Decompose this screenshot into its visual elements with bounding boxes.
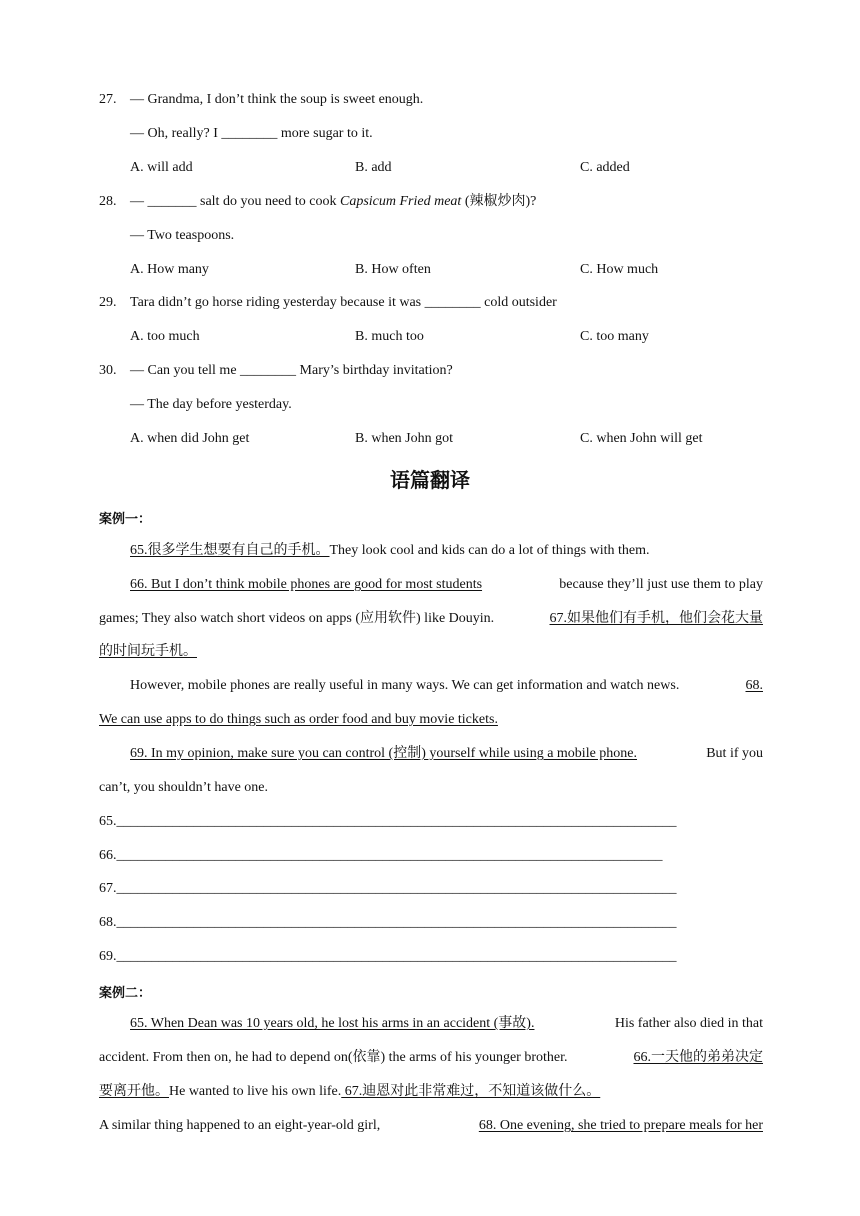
option-a[interactable]: A. when did John get: [130, 431, 250, 446]
translate-sentence: 69. In my opinion, make sure you can control (控制) yourself while using a mobile phone.: [130, 746, 638, 761]
translate-sentence: 66. But I don’t think mobile phones are good for most students: [130, 577, 483, 592]
passage-text: But if you: [706, 746, 763, 761]
passage-line: [130, 677, 763, 695]
question-line: [130, 193, 536, 211]
answer-line-69[interactable]: 69.________________________________________________________________________________: [99, 949, 677, 964]
case-label: 案例一：: [99, 512, 152, 527]
question-number: 30.: [99, 363, 117, 378]
question-number: 29.: [99, 295, 117, 310]
passage-text: because they’ll just use them to play: [559, 577, 763, 592]
answer-line-66[interactable]: 66.______________________________________________________________________________: [99, 848, 663, 863]
passage-line: [130, 542, 650, 560]
passage-text: games; They also watch short videos on apps (应用软件) like Douyin.: [99, 611, 495, 626]
option-b[interactable]: B. much too: [355, 329, 424, 344]
translate-sentence: We can use apps to do things such as order food and buy movie tickets.: [99, 712, 498, 727]
passage-line: can’t, you shouldn’t have one.: [99, 780, 269, 795]
translate-sentence: 68. One evening, she tried to prepare meals for her: [478, 1118, 763, 1133]
translate-sentence: 68.: [745, 678, 763, 693]
section-title: 语篇翻译: [390, 468, 470, 492]
passage-line: [130, 745, 763, 763]
passage-text: They look cool and kids can do a lot of things with them.: [329, 543, 650, 558]
passage-line: [130, 1015, 763, 1033]
passage-line: [99, 1083, 600, 1101]
translate-sentence: 要离开他。: [99, 1084, 169, 1099]
passage-line: [99, 1117, 763, 1135]
passage-text: A similar thing happened to an eight-year-old girl,: [99, 1118, 381, 1133]
question-line: — Two teaspoons.: [130, 228, 235, 243]
passage-line: [99, 643, 197, 661]
question-number: 28.: [99, 194, 117, 209]
case-label: 案例二：: [99, 986, 152, 1001]
option-a[interactable]: A. too much: [130, 329, 200, 344]
option-c[interactable]: C. too many: [580, 329, 649, 344]
option-a[interactable]: A. How many: [130, 262, 209, 277]
option-c[interactable]: C. added: [580, 160, 630, 175]
option-c[interactable]: C. How much: [580, 262, 659, 277]
question-line: — Oh, really? I ________ more sugar to it.: [130, 126, 373, 141]
translate-sentence: 67.如果他们有手机，他们会花大量: [549, 611, 763, 626]
question-text: (辣椒炒肉)?: [461, 194, 537, 209]
question-text: — _______ salt do you need to cook: [130, 194, 340, 209]
passage-line: [99, 711, 498, 729]
passage-line: [99, 610, 763, 628]
option-a[interactable]: A. will add: [130, 160, 193, 175]
passage-line: [130, 576, 763, 594]
passage-text: accident. From then on, he had to depend on(依靠) the arms of his younger brother.: [99, 1050, 568, 1065]
translate-sentence: 67.迪恩对此非常难过，不知道该做什么。: [341, 1084, 601, 1099]
passage-text: His father also died in that: [614, 1016, 763, 1031]
answer-line-68[interactable]: 68.________________________________________________________________________________: [99, 915, 677, 930]
question-line: — Can you tell me ________ Mary’s birthday invitation?: [130, 363, 453, 378]
question-line: — The day before yesterday.: [130, 397, 292, 412]
answer-line-67[interactable]: 67.________________________________________________________________________________: [99, 881, 677, 896]
option-b[interactable]: B. when John got: [355, 431, 453, 446]
passage-text: However, mobile phones are really useful in many ways. We can get information and watch news.: [130, 678, 680, 693]
option-c[interactable]: C. when John will get: [580, 431, 703, 446]
question-line: Tara didn’t go horse riding yesterday because it was ________ cold outsider: [130, 295, 557, 310]
passage-line: [99, 1049, 763, 1067]
answer-line-65[interactable]: 65.________________________________________________________________________________: [99, 814, 677, 829]
translate-sentence: 65.很多学生想要有自己的手机。: [130, 543, 330, 558]
translate-sentence: 66.一天他的弟弟决定: [633, 1050, 763, 1065]
dish-name: Capsicum Fried meat: [339, 194, 462, 209]
question-line: — Grandma, I don’t think the soup is sweet enough.: [130, 92, 424, 107]
translate-sentence: 65. When Dean was 10 years old, he lost his arms in an accident (事故).: [130, 1016, 535, 1031]
passage-text: He wanted to live his own life.: [169, 1084, 342, 1099]
translate-sentence: 的时间玩手机。: [99, 644, 197, 659]
question-number: 27.: [99, 92, 117, 107]
option-b[interactable]: B. How often: [355, 262, 431, 277]
option-b[interactable]: B. add: [355, 160, 392, 175]
